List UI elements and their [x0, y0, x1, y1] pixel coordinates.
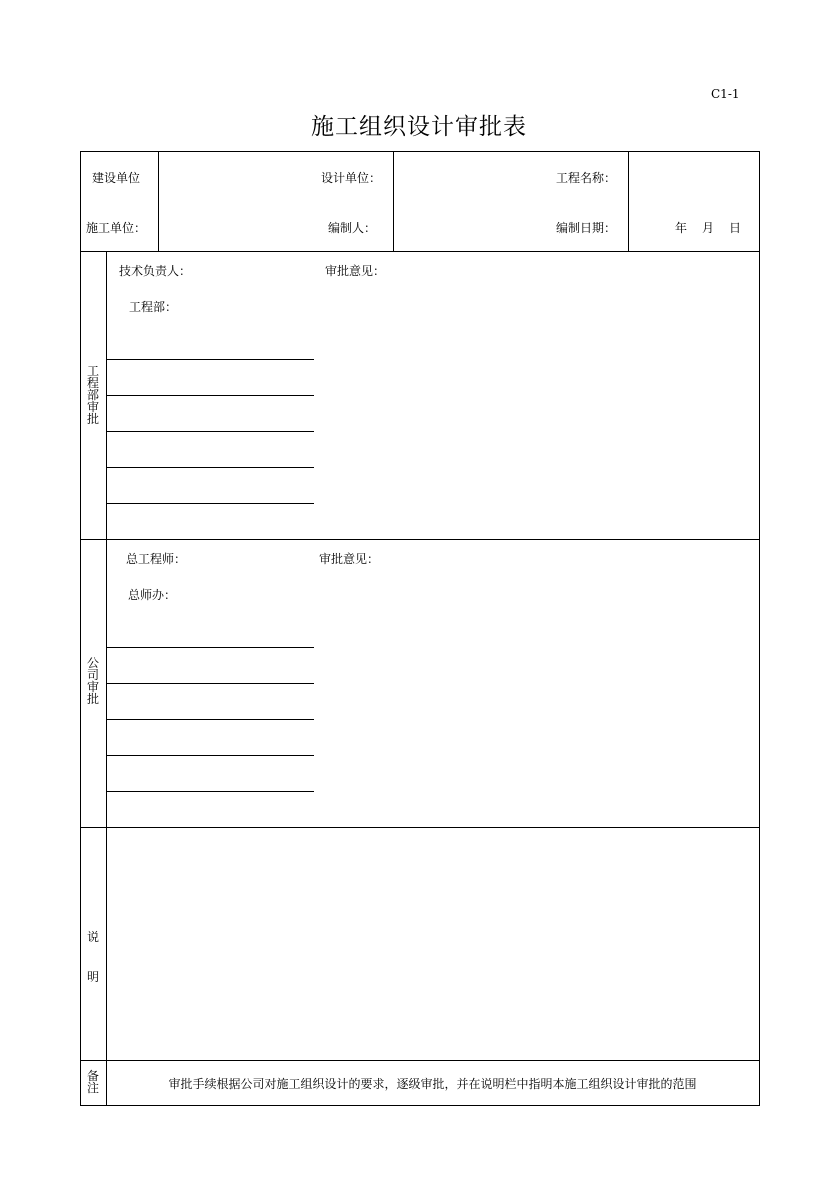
- explanation-side-label: 说 明: [86, 930, 99, 984]
- dept-opinion-label: 审批意见：: [325, 264, 386, 278]
- signature-line: [106, 467, 314, 468]
- company-opinion-label: 审批意见：: [319, 552, 380, 566]
- signature-line: [106, 359, 314, 360]
- signature-line: [106, 755, 314, 756]
- header-divider: [393, 151, 394, 251]
- compiler-label: 编制人：: [328, 221, 377, 235]
- table-top-border: [80, 151, 760, 152]
- page-title: 施工组织设计审批表: [311, 114, 527, 140]
- signature-line: [106, 647, 314, 648]
- signature-line: [106, 503, 314, 504]
- chief-engineer-label: 总工程师：: [126, 552, 187, 566]
- compile-date-label: 编制日期：: [556, 221, 617, 235]
- table-bottom-border: [80, 1105, 760, 1106]
- form-code: C1-1: [711, 87, 740, 101]
- date-year-label: 年: [675, 221, 688, 235]
- design-unit-label: 设计单位：: [321, 171, 382, 185]
- table-left-border: [80, 151, 81, 1106]
- construction-unit-label: 建设单位: [92, 171, 141, 185]
- tech-lead-label: 技术负责人：: [119, 264, 192, 278]
- builder-unit-label: 施工单位：: [86, 221, 147, 235]
- engineering-dept-label: 工程部：: [129, 300, 178, 314]
- signature-line: [106, 431, 314, 432]
- header-divider: [628, 151, 629, 251]
- signature-line: [106, 719, 314, 720]
- signature-line: [106, 683, 314, 684]
- signature-line: [106, 791, 314, 792]
- chief-office-label: 总师办：: [128, 588, 177, 602]
- section-divider: [80, 251, 760, 252]
- side-column-divider: [106, 251, 107, 1106]
- remarks-side-label: 备 注: [86, 1069, 99, 1095]
- section-divider: [80, 1060, 760, 1061]
- dept-approval-side-label: 工 程 部 审 批: [86, 364, 99, 426]
- header-divider: [158, 151, 159, 251]
- date-day-label: 日: [729, 221, 742, 235]
- company-approval-side-label: 公 司 审 批: [86, 656, 99, 706]
- date-month-label: 月: [702, 221, 715, 235]
- signature-line: [106, 395, 314, 396]
- remarks-text: 审批手续根据公司对施工组织设计的要求，逐级审批，并在说明栏中指明本施工组织设计审批的范围: [168, 1077, 697, 1091]
- table-right-border: [759, 151, 760, 1106]
- section-divider: [80, 539, 760, 540]
- project-name-label: 工程名称：: [556, 171, 617, 185]
- section-divider: [80, 827, 760, 828]
